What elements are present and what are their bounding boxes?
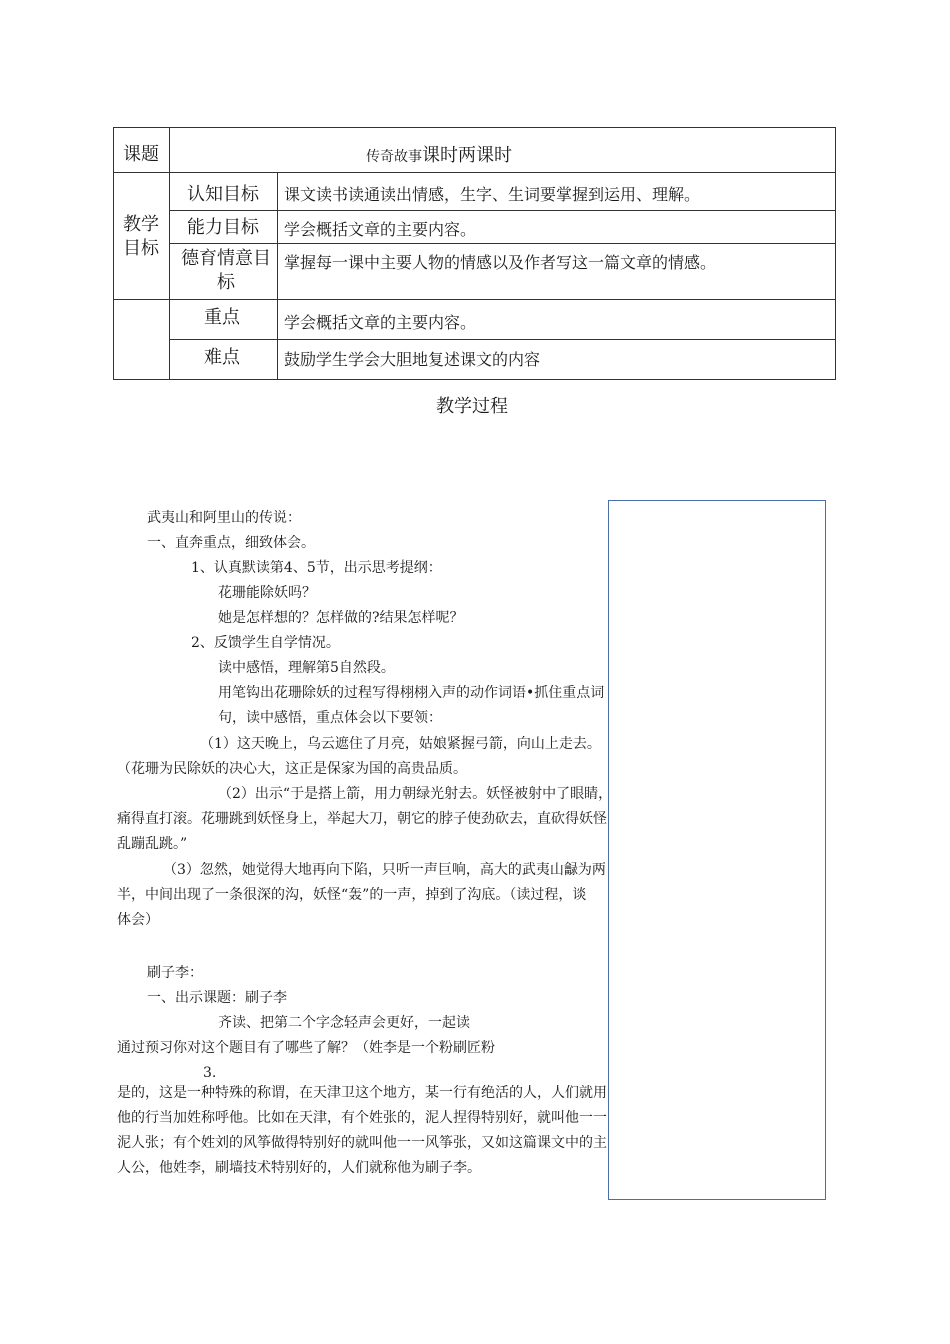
- instruction-item: 1、认真默读第4、5节，出示思考提纲：: [191, 560, 442, 576]
- topic-label: 课题: [123, 144, 159, 165]
- goal-name-moral: 德育情意目标: [181, 248, 271, 293]
- goal-name-cell: [170, 211, 278, 244]
- key-name-cell: [170, 300, 278, 340]
- topic-label-cell: [114, 128, 170, 173]
- key-name-cell: [170, 340, 278, 380]
- goal-content-ability: 学会概括文章的主要内容。: [284, 220, 477, 239]
- text-line: （3）忽然，她觉得大地再向下陷，只听一声巨响，高大的武夷山龣为两: [163, 862, 606, 878]
- goal-content-cell: [278, 244, 836, 300]
- question-item: 花珊能除妖吗？: [218, 585, 316, 601]
- section-title: 刷子李：: [147, 965, 203, 981]
- text-line: 人公，他姓李，刷墙技术特别好的，人们就称他为刷子李。: [117, 1160, 481, 1176]
- text-line: 句，读中感悟，重点体会以下要领：: [218, 710, 442, 726]
- notes-box: [608, 500, 826, 1200]
- question-item: 她是怎样想的？怎样做的?结果怎样呢？: [218, 610, 464, 626]
- topic-title: 传奇故事课时两课时: [366, 145, 512, 166]
- list-number: 3.: [203, 1065, 217, 1081]
- goal-name-cell: [170, 173, 278, 211]
- key-content-difficulty: 鼓励学生学会大胆地复述课文的内容: [284, 350, 541, 369]
- goal-name-cognitive: 认知目标: [187, 184, 259, 205]
- section-heading: 一、出示课题：刷子李: [147, 990, 287, 1006]
- section-heading: 一、直奔重点，细致体会。: [147, 535, 315, 551]
- text-line: 泥人张；有个姓刘的风筝做得特别好的就叫他一一风筝张，又如这篇课文中的主: [117, 1135, 607, 1151]
- topic-value-cell: [170, 128, 836, 173]
- goal-name-ability: 能力目标: [187, 217, 259, 238]
- text-line: 读中感悟，理解第5自然段。: [218, 660, 395, 676]
- text-line: 齐读、把第二个字念轻声会更好，一起读: [218, 1015, 470, 1031]
- text-line: （花珊为民除妖的决心大，这正是保家为国的高贵品质。: [117, 761, 467, 777]
- process-title: 教学过程: [436, 396, 508, 417]
- key-content-focus: 学会概括文章的主要内容。: [284, 313, 477, 332]
- goal-name-cell: [170, 244, 278, 300]
- key-content-cell: [278, 340, 836, 380]
- lesson-plan-table: [113, 127, 836, 380]
- text-line: 是的，这是一种特殊的称谓，在天津卫这个地方，某一行有绝活的人，人们就用: [117, 1085, 607, 1101]
- section-title: 武夷山和阿里山的传说：: [147, 510, 301, 526]
- goals-label-cell: [114, 173, 170, 300]
- goals-label: 教学目标: [123, 214, 159, 259]
- text-line: （2）出示“于是搭上箭，用力朝绿光射去。妖怪被射中了眼睛，: [218, 786, 613, 802]
- text-line: 用笔钩出花珊除妖的过程写得栩栩入声的动作词语•抓住重点词: [218, 685, 605, 701]
- text-line: 通过预习你对这个题目有了哪些了解？（姓李是一个粉刷匠粉: [117, 1040, 495, 1056]
- instruction-item: 2、反馈学生自学情况。: [191, 635, 340, 651]
- goal-content-cell: [278, 173, 836, 211]
- goal-content-cognitive: 课文读书读通读出情感，生字、生词要掌握到运用、理解。: [284, 185, 701, 204]
- text-line: 痛得直打滚。花珊跳到妖怪身上，举起大刀，朝它的脖子使劲砍去，直砍得妖怪: [117, 811, 607, 827]
- key-name-difficulty: 难点: [204, 347, 240, 368]
- text-line: 乱蹦乱跳。”: [117, 836, 188, 852]
- key-content-cell: [278, 300, 836, 340]
- key-label-cell: [114, 300, 170, 380]
- text-line: 半，中间出现了一条很深的沟，妖怪“轰”的一声，掉到了沟底。（读过程，谈: [117, 887, 587, 903]
- text-line: 他的行当加姓称呼他。比如在天津，有个姓张的，泥人捏得特别好，就叫他一一: [117, 1110, 607, 1126]
- key-name-focus: 重点: [204, 307, 240, 328]
- goal-content-cell: [278, 211, 836, 244]
- text-line: 体会）: [117, 912, 159, 928]
- goal-content-moral: 掌握每一课中主要人物的情感以及作者写这一篇文章的情感。: [284, 253, 717, 272]
- text-line: （1）这天晚上，乌云遮住了月亮，姑娘紧握弓箭，向山上走去。: [200, 736, 601, 752]
